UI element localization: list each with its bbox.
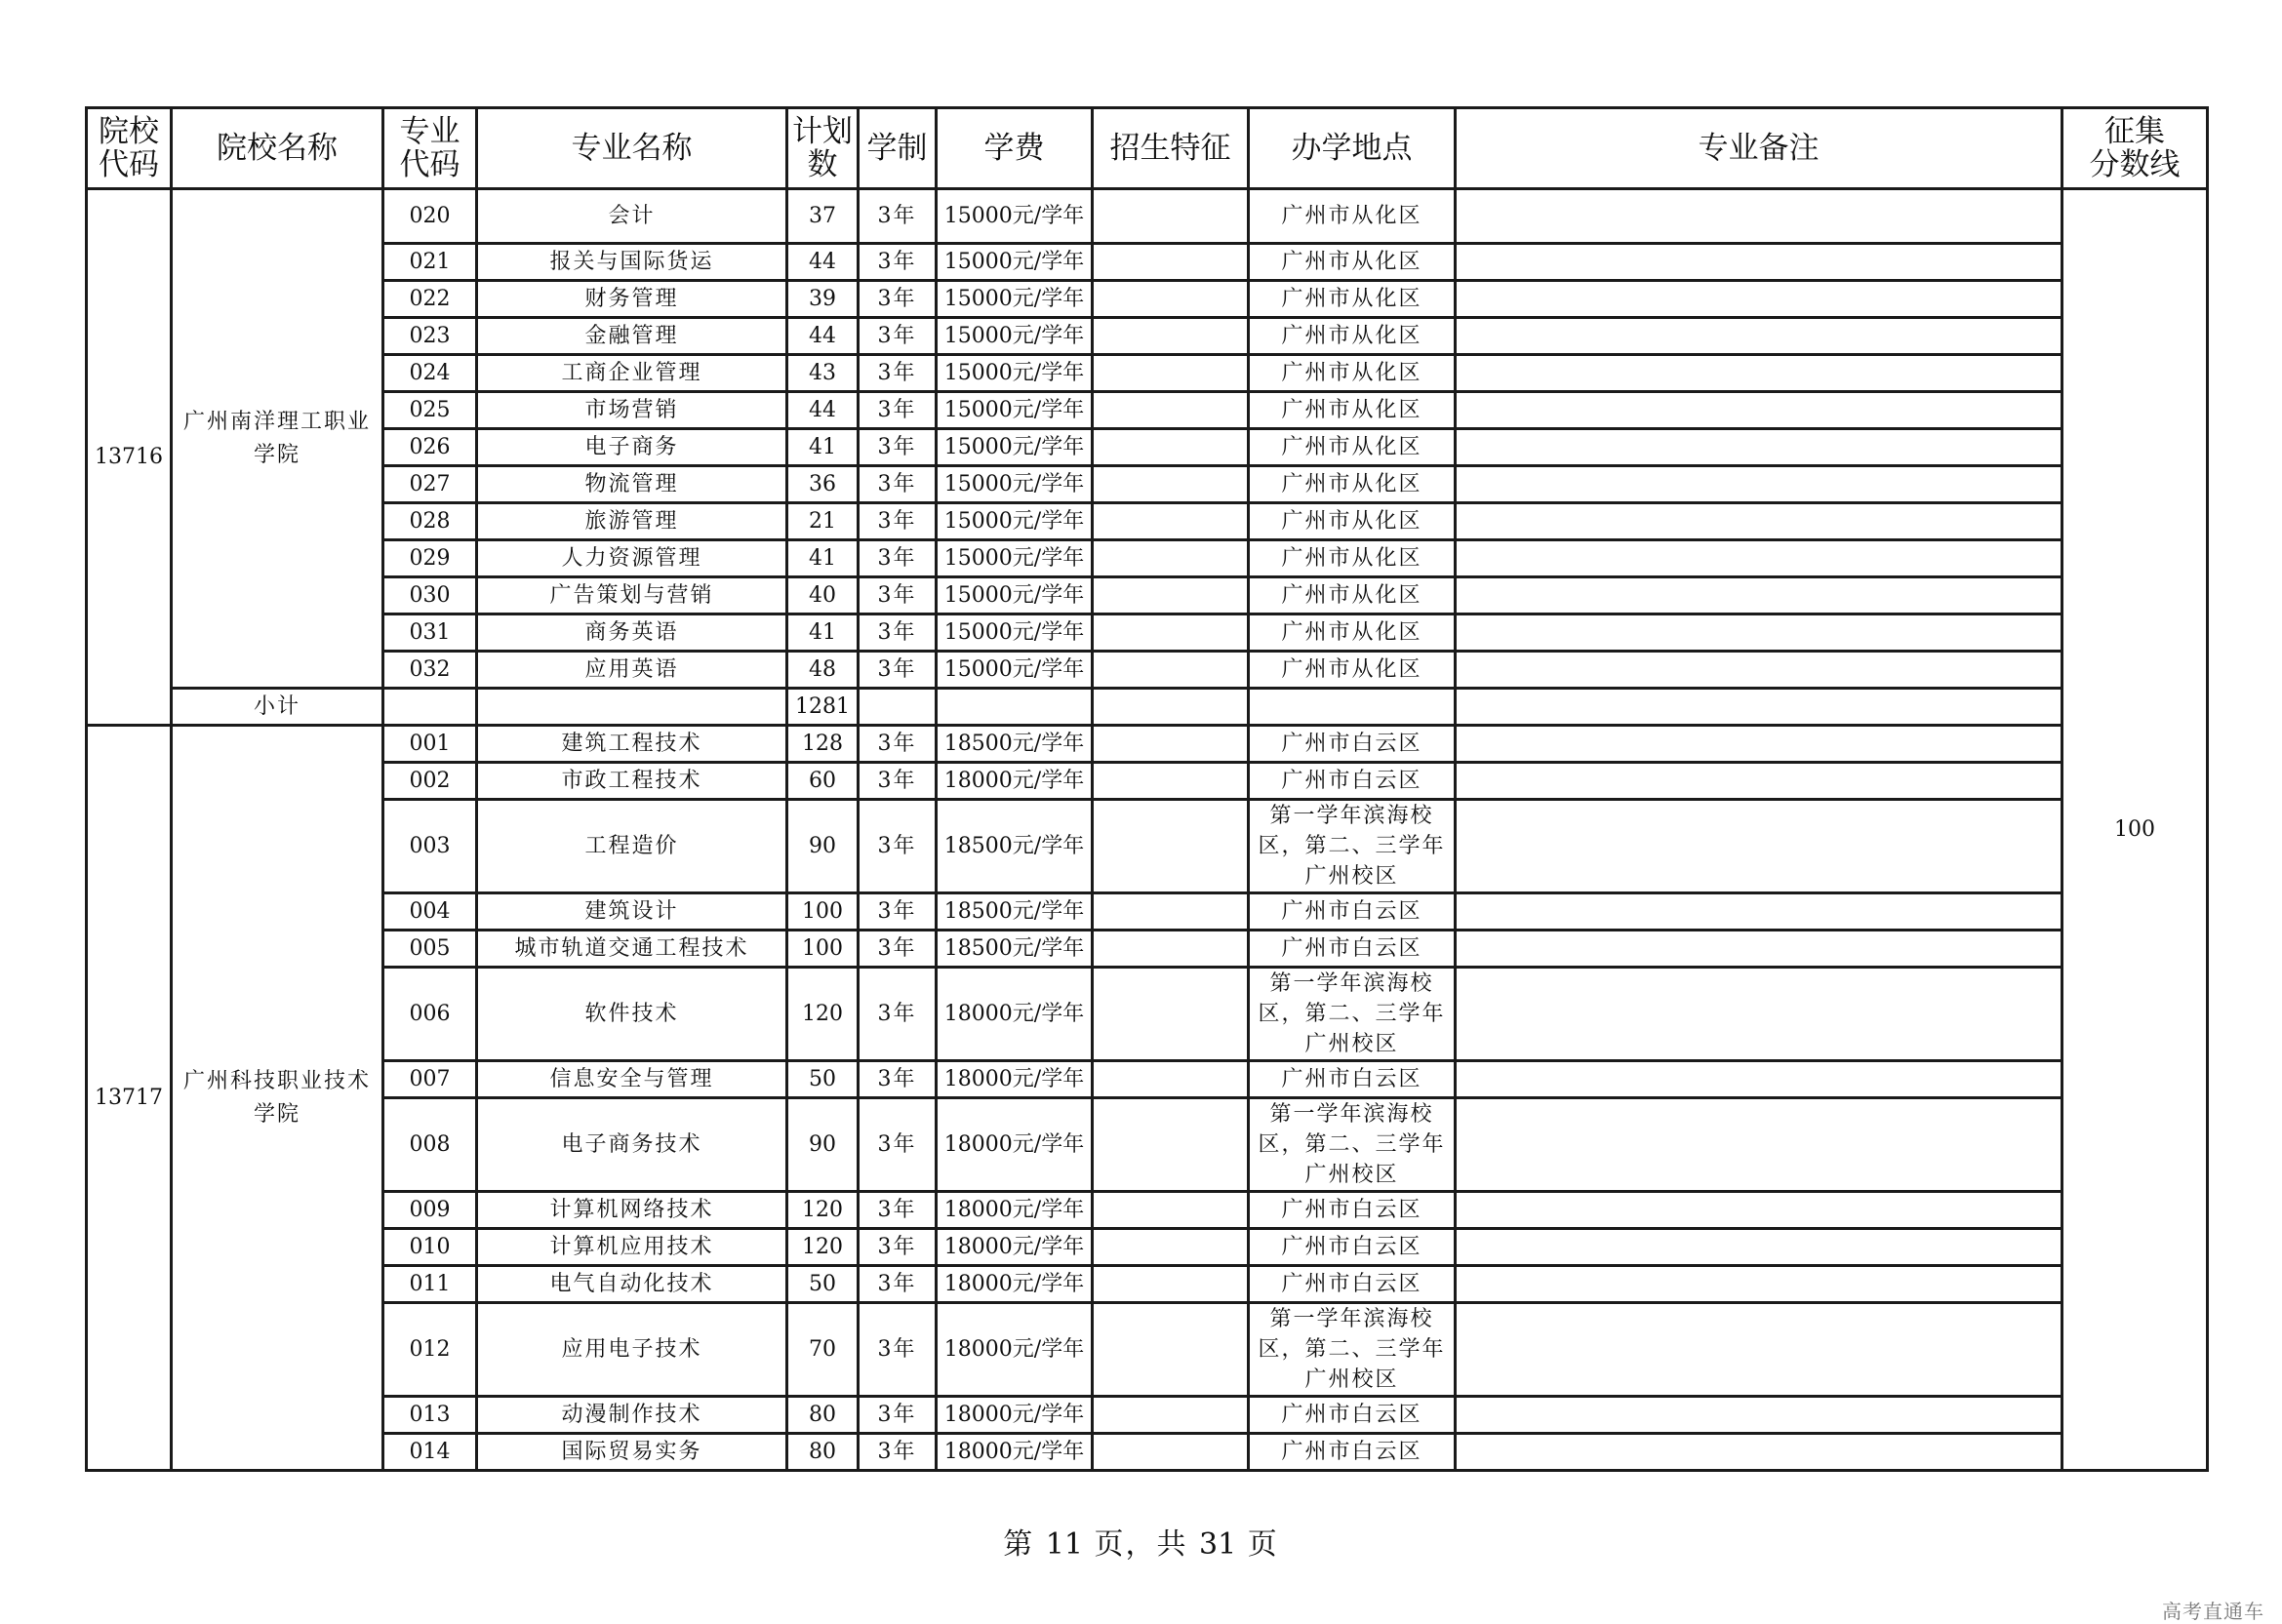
header-school-name: 院校名称 (172, 108, 383, 189)
duration-cell: 3年 (859, 244, 937, 281)
header-remarks: 专业备注 (1456, 108, 2062, 189)
header-duration: 学制 (859, 108, 937, 189)
tuition-cell: 18500元/学年 (937, 931, 1093, 968)
table-row (87, 893, 2208, 931)
remarks-cell (1456, 893, 2062, 931)
major-code-cell: 010 (383, 1229, 477, 1266)
location-cell: 广州市从化区 (1249, 281, 1456, 318)
header-tuition: 学费 (937, 108, 1093, 189)
header-major-name: 专业名称 (477, 108, 787, 189)
features-cell (1093, 392, 1249, 429)
remarks-cell (1456, 1266, 2062, 1303)
subtotal-tuition-cell (937, 689, 1093, 726)
collection-score-cell: 100 (2062, 189, 2208, 1471)
subtotal-duration-cell (859, 689, 937, 726)
page-total: 31 (1199, 1527, 1237, 1562)
duration-cell: 3年 (859, 893, 937, 931)
location-cell: 广州市白云区 (1249, 726, 1456, 763)
duration-cell: 3年 (859, 281, 937, 318)
plan-cell: 43 (787, 355, 859, 392)
features-cell (1093, 1192, 1249, 1229)
plan-cell: 40 (787, 577, 859, 614)
header-major-code: 专业 代码 (383, 108, 477, 189)
header-features: 招生特征 (1093, 108, 1249, 189)
major-name-cell: 电子商务 (477, 429, 787, 466)
plan-cell: 21 (787, 503, 859, 540)
remarks-cell (1456, 1397, 2062, 1434)
location-cell: 广州市白云区 (1249, 1192, 1456, 1229)
tuition-cell: 15000元/学年 (937, 281, 1093, 318)
duration-cell: 3年 (859, 503, 937, 540)
table-row (87, 540, 2208, 577)
features-cell (1093, 763, 1249, 800)
major-code-cell: 022 (383, 281, 477, 318)
location-cell: 广州市从化区 (1249, 429, 1456, 466)
major-code-cell: 008 (383, 1098, 477, 1192)
major-name-cell: 计算机网络技术 (477, 1192, 787, 1229)
table-row (87, 1266, 2208, 1303)
features-cell (1093, 244, 1249, 281)
remarks-cell (1456, 540, 2062, 577)
features-cell (1093, 1303, 1249, 1397)
plan-cell: 120 (787, 1229, 859, 1266)
tuition-cell: 15000元/学年 (937, 614, 1093, 652)
plan-cell: 37 (787, 189, 859, 244)
features-cell (1093, 614, 1249, 652)
tuition-cell: 15000元/学年 (937, 392, 1093, 429)
major-name-cell: 国际贸易实务 (477, 1434, 787, 1471)
location-cell: 广州市白云区 (1249, 931, 1456, 968)
remarks-cell (1456, 244, 2062, 281)
major-code-cell: 024 (383, 355, 477, 392)
school-code-cell: 13717 (87, 726, 172, 1471)
plan-cell: 50 (787, 1061, 859, 1098)
major-name-cell: 市场营销 (477, 392, 787, 429)
major-name-cell: 建筑工程技术 (477, 726, 787, 763)
plan-cell: 44 (787, 318, 859, 355)
duration-cell: 3年 (859, 318, 937, 355)
location-cell: 广州市从化区 (1249, 466, 1456, 503)
remarks-cell (1456, 1434, 2062, 1471)
plan-cell: 50 (787, 1266, 859, 1303)
major-name-cell: 软件技术 (477, 968, 787, 1061)
major-name-cell: 电子商务技术 (477, 1098, 787, 1192)
features-cell (1093, 726, 1249, 763)
duration-cell: 3年 (859, 1266, 937, 1303)
location-cell: 广州市从化区 (1249, 540, 1456, 577)
major-code-cell: 014 (383, 1434, 477, 1471)
major-name-cell: 财务管理 (477, 281, 787, 318)
major-code-cell: 004 (383, 893, 477, 931)
table-row (87, 726, 2208, 763)
features-cell (1093, 652, 1249, 689)
major-code-cell: 012 (383, 1303, 477, 1397)
remarks-cell (1456, 652, 2062, 689)
table-body (87, 189, 2208, 1471)
remarks-cell (1456, 1098, 2062, 1192)
duration-cell: 3年 (859, 1229, 937, 1266)
major-name-cell: 计算机应用技术 (477, 1229, 787, 1266)
table-row (87, 466, 2208, 503)
tuition-cell: 15000元/学年 (937, 503, 1093, 540)
major-name-cell: 城市轨道交通工程技术 (477, 931, 787, 968)
features-cell (1093, 540, 1249, 577)
duration-cell: 3年 (859, 429, 937, 466)
tuition-cell: 15000元/学年 (937, 189, 1093, 244)
major-name-cell: 会计 (477, 189, 787, 244)
page-prefix: 第 (1003, 1527, 1035, 1562)
table-row (87, 503, 2208, 540)
location-cell: 广州市白云区 (1249, 763, 1456, 800)
major-code-cell: 003 (383, 800, 477, 893)
subtotal-row (87, 689, 2208, 726)
duration-cell: 3年 (859, 355, 937, 392)
duration-cell: 3年 (859, 968, 937, 1061)
subtotal-remarks-cell (1456, 689, 2062, 726)
subtotal-major-name-cell (477, 689, 787, 726)
plan-cell: 70 (787, 1303, 859, 1397)
major-name-cell: 广告策划与营销 (477, 577, 787, 614)
page-mid: 页，共 (1094, 1527, 1188, 1562)
features-cell (1093, 189, 1249, 244)
table-row (87, 652, 2208, 689)
features-cell (1093, 1397, 1249, 1434)
plan-cell: 44 (787, 392, 859, 429)
duration-cell: 3年 (859, 577, 937, 614)
school-name-cell: 广州南洋理工职业学院 (172, 189, 383, 689)
tuition-cell: 18500元/学年 (937, 893, 1093, 931)
location-cell: 第一学年滨海校区，第二、三学年广州校区 (1249, 1098, 1456, 1192)
table-row (87, 355, 2208, 392)
remarks-cell (1456, 577, 2062, 614)
location-cell: 广州市从化区 (1249, 355, 1456, 392)
header-school-code: 院校 代码 (87, 108, 172, 189)
major-name-cell: 商务英语 (477, 614, 787, 652)
duration-cell: 3年 (859, 1303, 937, 1397)
tuition-cell: 15000元/学年 (937, 577, 1093, 614)
major-code-cell: 013 (383, 1397, 477, 1434)
plan-cell: 90 (787, 1098, 859, 1192)
major-code-cell: 028 (383, 503, 477, 540)
major-name-cell: 电气自动化技术 (477, 1266, 787, 1303)
plan-cell: 41 (787, 614, 859, 652)
table-row (87, 281, 2208, 318)
major-name-cell: 信息安全与管理 (477, 1061, 787, 1098)
table-row (87, 1098, 2208, 1192)
major-code-cell: 001 (383, 726, 477, 763)
plan-cell: 120 (787, 968, 859, 1061)
table-row (87, 1229, 2208, 1266)
features-cell (1093, 318, 1249, 355)
plan-cell: 128 (787, 726, 859, 763)
tuition-cell: 15000元/学年 (937, 244, 1093, 281)
table-row (87, 1434, 2208, 1471)
header-location: 办学地点 (1249, 108, 1456, 189)
location-cell: 广州市白云区 (1249, 1397, 1456, 1434)
major-code-cell: 020 (383, 189, 477, 244)
table-row (87, 1192, 2208, 1229)
plan-cell: 41 (787, 429, 859, 466)
duration-cell: 3年 (859, 392, 937, 429)
location-cell: 广州市白云区 (1249, 1061, 1456, 1098)
tuition-cell: 15000元/学年 (937, 318, 1093, 355)
page-number: 11 (1045, 1527, 1083, 1562)
duration-cell: 3年 (859, 931, 937, 968)
major-code-cell: 031 (383, 614, 477, 652)
tuition-cell: 18000元/学年 (937, 1266, 1093, 1303)
major-code-cell: 005 (383, 931, 477, 968)
subtotal-features-cell (1093, 689, 1249, 726)
tuition-cell: 18500元/学年 (937, 726, 1093, 763)
remarks-cell (1456, 355, 2062, 392)
remarks-cell (1456, 614, 2062, 652)
duration-cell: 3年 (859, 614, 937, 652)
remarks-cell (1456, 392, 2062, 429)
location-cell: 广州市从化区 (1249, 503, 1456, 540)
table-row (87, 244, 2208, 281)
remarks-cell (1456, 763, 2062, 800)
school-code-cell: 13716 (87, 189, 172, 726)
tuition-cell: 15000元/学年 (937, 355, 1093, 392)
remarks-cell (1456, 1229, 2062, 1266)
table-row (87, 931, 2208, 968)
location-cell: 第一学年滨海校区，第二、三学年广州校区 (1249, 968, 1456, 1061)
admissions-table (85, 106, 2209, 1472)
location-cell: 广州市从化区 (1249, 189, 1456, 244)
table-row (87, 429, 2208, 466)
tuition-cell: 18000元/学年 (937, 968, 1093, 1061)
duration-cell: 3年 (859, 189, 937, 244)
features-cell (1093, 893, 1249, 931)
duration-cell: 3年 (859, 763, 937, 800)
major-code-cell: 006 (383, 968, 477, 1061)
tuition-cell: 15000元/学年 (937, 652, 1093, 689)
watermark: 高考直通车 (2162, 1600, 2264, 1623)
table-row (87, 189, 2208, 244)
major-name-cell: 工商企业管理 (477, 355, 787, 392)
location-cell: 第一学年滨海校区，第二、三学年广州校区 (1249, 800, 1456, 893)
features-cell (1093, 466, 1249, 503)
plan-cell: 44 (787, 244, 859, 281)
remarks-cell (1456, 968, 2062, 1061)
page-suffix: 页 (1247, 1527, 1279, 1562)
major-code-cell: 025 (383, 392, 477, 429)
tuition-cell: 18000元/学年 (937, 1397, 1093, 1434)
major-name-cell: 应用英语 (477, 652, 787, 689)
location-cell: 第一学年滨海校区，第二、三学年广州校区 (1249, 1303, 1456, 1397)
remarks-cell (1456, 429, 2062, 466)
remarks-cell (1456, 281, 2062, 318)
features-cell (1093, 429, 1249, 466)
location-cell: 广州市白云区 (1249, 1229, 1456, 1266)
table-row (87, 614, 2208, 652)
major-name-cell: 应用电子技术 (477, 1303, 787, 1397)
major-code-cell: 021 (383, 244, 477, 281)
major-name-cell: 报关与国际货运 (477, 244, 787, 281)
location-cell: 广州市从化区 (1249, 652, 1456, 689)
remarks-cell (1456, 189, 2062, 244)
location-cell: 广州市白云区 (1249, 1434, 1456, 1471)
plan-cell: 60 (787, 763, 859, 800)
features-cell (1093, 1266, 1249, 1303)
major-name-cell: 动漫制作技术 (477, 1397, 787, 1434)
subtotal-location-cell (1249, 689, 1456, 726)
major-code-cell: 011 (383, 1266, 477, 1303)
remarks-cell (1456, 466, 2062, 503)
major-code-cell: 007 (383, 1061, 477, 1098)
table-row (87, 1061, 2208, 1098)
major-code-cell: 029 (383, 540, 477, 577)
table-row (87, 577, 2208, 614)
location-cell: 广州市从化区 (1249, 392, 1456, 429)
location-cell: 广州市从化区 (1249, 614, 1456, 652)
major-name-cell: 工程造价 (477, 800, 787, 893)
subtotal-label-cell: 小计 (172, 689, 383, 726)
location-cell: 广州市从化区 (1249, 318, 1456, 355)
table-row (87, 800, 2208, 893)
duration-cell: 3年 (859, 726, 937, 763)
header-row (87, 108, 2208, 189)
features-cell (1093, 503, 1249, 540)
tuition-cell: 15000元/学年 (937, 466, 1093, 503)
major-code-cell: 027 (383, 466, 477, 503)
plan-cell: 90 (787, 800, 859, 893)
major-name-cell: 人力资源管理 (477, 540, 787, 577)
features-cell (1093, 355, 1249, 392)
plan-cell: 80 (787, 1397, 859, 1434)
remarks-cell (1456, 1303, 2062, 1397)
tuition-cell: 18000元/学年 (937, 1098, 1093, 1192)
major-name-cell: 建筑设计 (477, 893, 787, 931)
duration-cell: 3年 (859, 1397, 937, 1434)
tuition-cell: 18000元/学年 (937, 1192, 1093, 1229)
major-name-cell: 市政工程技术 (477, 763, 787, 800)
remarks-cell (1456, 1192, 2062, 1229)
features-cell (1093, 968, 1249, 1061)
features-cell (1093, 1229, 1249, 1266)
major-code-cell: 032 (383, 652, 477, 689)
remarks-cell (1456, 1061, 2062, 1098)
duration-cell: 3年 (859, 1061, 937, 1098)
table-row (87, 392, 2208, 429)
remarks-cell (1456, 931, 2062, 968)
major-code-cell: 026 (383, 429, 477, 466)
plan-cell: 41 (787, 540, 859, 577)
duration-cell: 3年 (859, 1192, 937, 1229)
duration-cell: 3年 (859, 1098, 937, 1192)
duration-cell: 3年 (859, 800, 937, 893)
tuition-cell: 15000元/学年 (937, 429, 1093, 466)
header-score: 征集 分数线 (2062, 108, 2208, 189)
location-cell: 广州市白云区 (1249, 893, 1456, 931)
table-row (87, 1303, 2208, 1397)
major-code-cell: 002 (383, 763, 477, 800)
table-row (87, 968, 2208, 1061)
major-code-cell: 009 (383, 1192, 477, 1229)
location-cell: 广州市从化区 (1249, 577, 1456, 614)
features-cell (1093, 1061, 1249, 1098)
major-name-cell: 物流管理 (477, 466, 787, 503)
remarks-cell (1456, 503, 2062, 540)
school-name-cell: 广州科技职业技术学院 (172, 726, 383, 1471)
tuition-cell: 18000元/学年 (937, 1061, 1093, 1098)
plan-cell: 80 (787, 1434, 859, 1471)
features-cell (1093, 931, 1249, 968)
header-plan: 计划 数 (787, 108, 859, 189)
tuition-cell: 15000元/学年 (937, 540, 1093, 577)
major-code-cell: 023 (383, 318, 477, 355)
features-cell (1093, 1434, 1249, 1471)
remarks-cell (1456, 318, 2062, 355)
tuition-cell: 18000元/学年 (937, 1229, 1093, 1266)
location-cell: 广州市从化区 (1249, 244, 1456, 281)
major-code-cell: 030 (383, 577, 477, 614)
duration-cell: 3年 (859, 466, 937, 503)
features-cell (1093, 577, 1249, 614)
features-cell (1093, 281, 1249, 318)
subtotal-value-cell: 1281 (787, 689, 859, 726)
tuition-cell: 18000元/学年 (937, 763, 1093, 800)
duration-cell: 3年 (859, 540, 937, 577)
table-row (87, 1397, 2208, 1434)
major-name-cell: 金融管理 (477, 318, 787, 355)
tuition-cell: 18500元/学年 (937, 800, 1093, 893)
features-cell (1093, 800, 1249, 893)
location-cell: 广州市白云区 (1249, 1266, 1456, 1303)
major-name-cell: 旅游管理 (477, 503, 787, 540)
page-footer (0, 1520, 2282, 1563)
plan-cell: 48 (787, 652, 859, 689)
plan-cell: 100 (787, 893, 859, 931)
subtotal-major-code-cell (383, 689, 477, 726)
plan-cell: 39 (787, 281, 859, 318)
table-row (87, 318, 2208, 355)
table-row (87, 763, 2208, 800)
tuition-cell: 18000元/学年 (937, 1434, 1093, 1471)
features-cell (1093, 1098, 1249, 1192)
duration-cell: 3年 (859, 1434, 937, 1471)
tuition-cell: 18000元/学年 (937, 1303, 1093, 1397)
remarks-cell (1456, 800, 2062, 893)
plan-cell: 120 (787, 1192, 859, 1229)
plan-cell: 36 (787, 466, 859, 503)
remarks-cell (1456, 726, 2062, 763)
plan-cell: 100 (787, 931, 859, 968)
duration-cell: 3年 (859, 652, 937, 689)
